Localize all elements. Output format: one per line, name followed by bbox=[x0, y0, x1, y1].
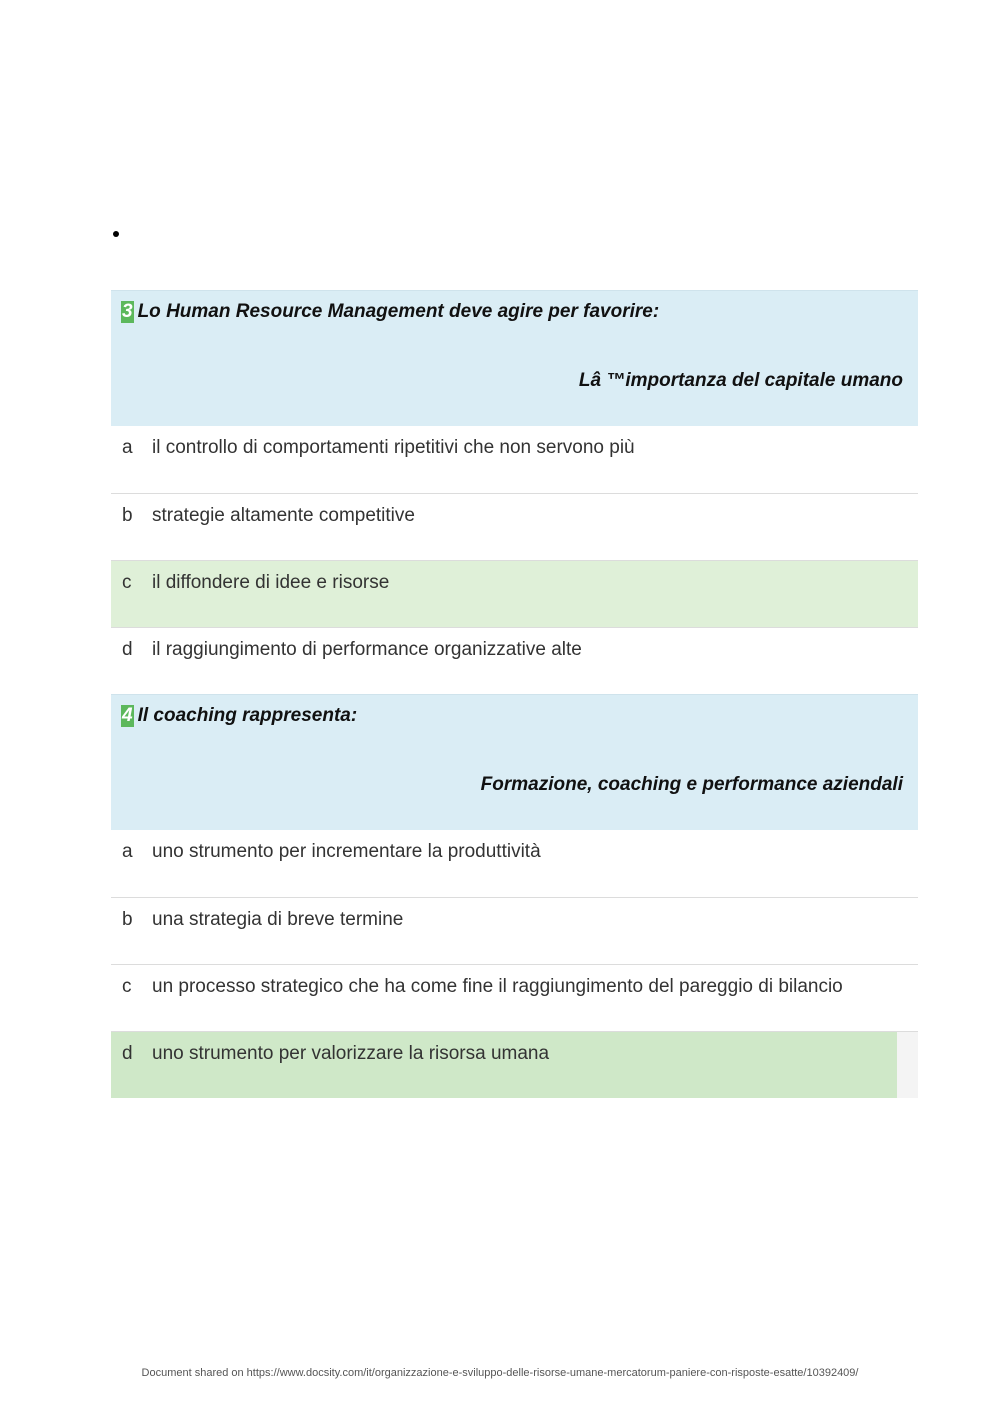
answer-letter: b bbox=[122, 909, 133, 930]
question-header bbox=[111, 694, 918, 830]
document-footer: Document shared on https://www.docsity.com/it/organizzazione-e-sviluppo-delle-risorse-umane-mercatorum-paniere-con-risposte-esatte/10392409/ bbox=[141, 1367, 859, 1379]
answer-option-c[interactable] bbox=[111, 964, 918, 1031]
answer-letter: c bbox=[122, 976, 132, 997]
answer-option-a[interactable] bbox=[111, 426, 918, 493]
answer-letter: d bbox=[122, 639, 133, 660]
answer-text: il diffondere di idee e risorse bbox=[152, 572, 390, 593]
question-topic: Formazione, coaching e performance aziendali bbox=[480, 774, 903, 795]
answer-letter: b bbox=[122, 505, 133, 526]
answer-letter: c bbox=[122, 572, 132, 593]
question-text: Lo Human Resource Management deve agire per favorire: bbox=[137, 301, 660, 322]
answer-option-d-correct[interactable] bbox=[111, 1031, 918, 1098]
answer-text: uno strumento per valorizzare la risorsa umana bbox=[152, 1043, 550, 1064]
answer-text: una strategia di breve termine bbox=[152, 909, 404, 930]
answer-letter: a bbox=[122, 437, 133, 458]
question-topic: Lâ ™importanza del capitale umano bbox=[578, 370, 903, 391]
question-4 bbox=[111, 694, 918, 1098]
question-number-badge: 3 bbox=[122, 301, 133, 322]
question-header bbox=[111, 290, 918, 426]
list-bullet bbox=[113, 231, 119, 237]
question-text: Il coaching rappresenta: bbox=[137, 705, 358, 726]
answer-text: strategie altamente competitive bbox=[152, 505, 415, 526]
answer-text: uno strumento per incrementare la produttività bbox=[152, 841, 541, 862]
answer-option-b[interactable] bbox=[111, 493, 918, 560]
answer-letter: a bbox=[122, 841, 133, 862]
question-3 bbox=[111, 290, 918, 694]
question-number-badge: 4 bbox=[122, 705, 133, 726]
answer-text: il raggiungimento di performance organizzative alte bbox=[152, 639, 582, 660]
answer-option-c-correct[interactable] bbox=[111, 560, 918, 627]
answer-text: un processo strategico che ha come fine il raggiungimento del pareggio di bilancio bbox=[152, 976, 843, 997]
answer-option-a[interactable] bbox=[111, 830, 918, 897]
answer-option-b[interactable] bbox=[111, 897, 918, 964]
question-title bbox=[121, 301, 659, 323]
row-scroll-gutter bbox=[897, 1032, 918, 1098]
question-title bbox=[121, 705, 357, 727]
answer-option-d[interactable] bbox=[111, 627, 918, 694]
answer-text: il controllo di comportamenti ripetitivi che non servono più bbox=[152, 437, 635, 458]
answer-letter: d bbox=[122, 1043, 133, 1064]
